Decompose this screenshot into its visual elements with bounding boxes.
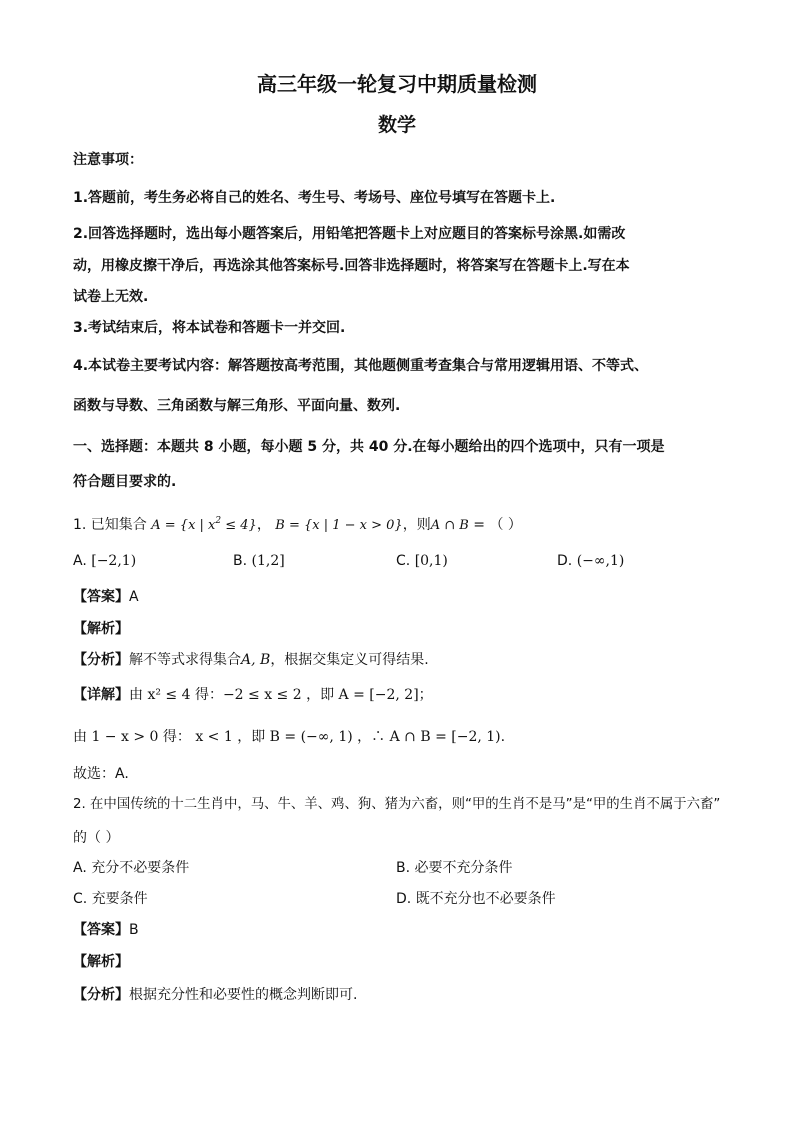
subject-title: 数学 bbox=[377, 114, 416, 136]
q1-option-b: B. (1,2] bbox=[233, 553, 285, 569]
q2-answer: 【答案】B bbox=[73, 922, 139, 938]
q1-then: ，则 bbox=[402, 517, 431, 533]
notice-line: 4.本试卷主要考试内容：解答题按高考范围，其他题侧重考查集合与常用逻辑用语、不等式、 bbox=[73, 358, 649, 374]
question-2-stem: 2. 在中国传统的十二生肖中，马、牛、羊、鸡、狗、猪为六畜，则“甲的生肖不是马”是“甲的生肖不属于六畜” bbox=[73, 797, 721, 812]
q1-answer: 【答案】A bbox=[73, 589, 139, 605]
notice-line: 函数与导数、三角函数与解三角形、平面向量、数列. bbox=[73, 398, 401, 414]
q1-fenxi: 【分析】解不等式求得集合A, B，根据交集定义可得结果. bbox=[73, 652, 429, 668]
q2-option-d: D. 既不充分也不必要条件 bbox=[396, 891, 556, 907]
q1-option-c: C. [0,1) bbox=[396, 553, 448, 569]
q2-option-c: C. 充要条件 bbox=[73, 891, 148, 907]
intersection-expression: A ∩ B bbox=[430, 518, 469, 533]
q2-analysis-tag: 【解析】 bbox=[73, 954, 129, 970]
question-1-stem bbox=[73, 515, 522, 536]
q2-fenxi: 【分析】根据充分性和必要性的概念判断即可. bbox=[73, 987, 358, 1003]
notice-line: 1.答题前，考生务必将自己的姓名、考生号、考场号、座位号填写在答题卡上. bbox=[73, 190, 556, 206]
q1-detail: 【详解】由 x² ≤ 4 得：−2 ≤ x ≤ 2 ，即 A = [−2, 2]； bbox=[73, 687, 433, 703]
q1-option-a: A. [−2,1) bbox=[73, 553, 137, 569]
q1-choose: 故选：A. bbox=[73, 766, 129, 782]
section-heading: 一、选择题：本题共 8 小题，每小题 5 分，共 40 分.在每小题给出的四个选项中，只有一项是 bbox=[73, 439, 665, 455]
notice-line: 2.回答选择题时，选出每小题答案后，用铅笔把答题卡上对应题目的答案标号涂黑.如需改 bbox=[73, 226, 626, 242]
set-a-expression: A = {x | $x^2 \le 4$} bbox=[151, 516, 257, 533]
q1-detail-2: 由 1 − x > 0 得： x < 1 ，即 B = (−∞, 1) ，∴ A ∩ B = [−2, 1). bbox=[73, 729, 506, 745]
notice-line: 动，用橡皮擦干净后，再选涂其他答案标号.回答非选择题时，将答案写在答题卡上.写在本 bbox=[73, 258, 630, 274]
page-title: 高三年级一轮复习中期质量检测 bbox=[257, 72, 537, 96]
comma: ， bbox=[256, 517, 271, 533]
q2-option-a: A. 充分不必要条件 bbox=[73, 860, 190, 876]
section-heading: 符合题目要求的. bbox=[73, 474, 177, 490]
q1-stem-prefix: 1. 已知集合 bbox=[73, 517, 147, 533]
q1-analysis-tag: 【解析】 bbox=[73, 621, 129, 637]
question-2-stem-2: 的（ ） bbox=[73, 830, 120, 846]
q1-option-d: D. (−∞,1) bbox=[557, 553, 625, 569]
q1-blank: = （ ） bbox=[468, 517, 522, 533]
notice-heading: 注意事项： bbox=[73, 152, 143, 168]
q2-option-b: B. 必要不充分条件 bbox=[396, 860, 513, 876]
notice-line: 3.考试结束后，将本试卷和答题卡一并交回. bbox=[73, 320, 346, 336]
set-b-expression: B = {x | 1 − x > 0} bbox=[275, 518, 403, 533]
notice-line: 试卷上无效. bbox=[73, 289, 149, 305]
